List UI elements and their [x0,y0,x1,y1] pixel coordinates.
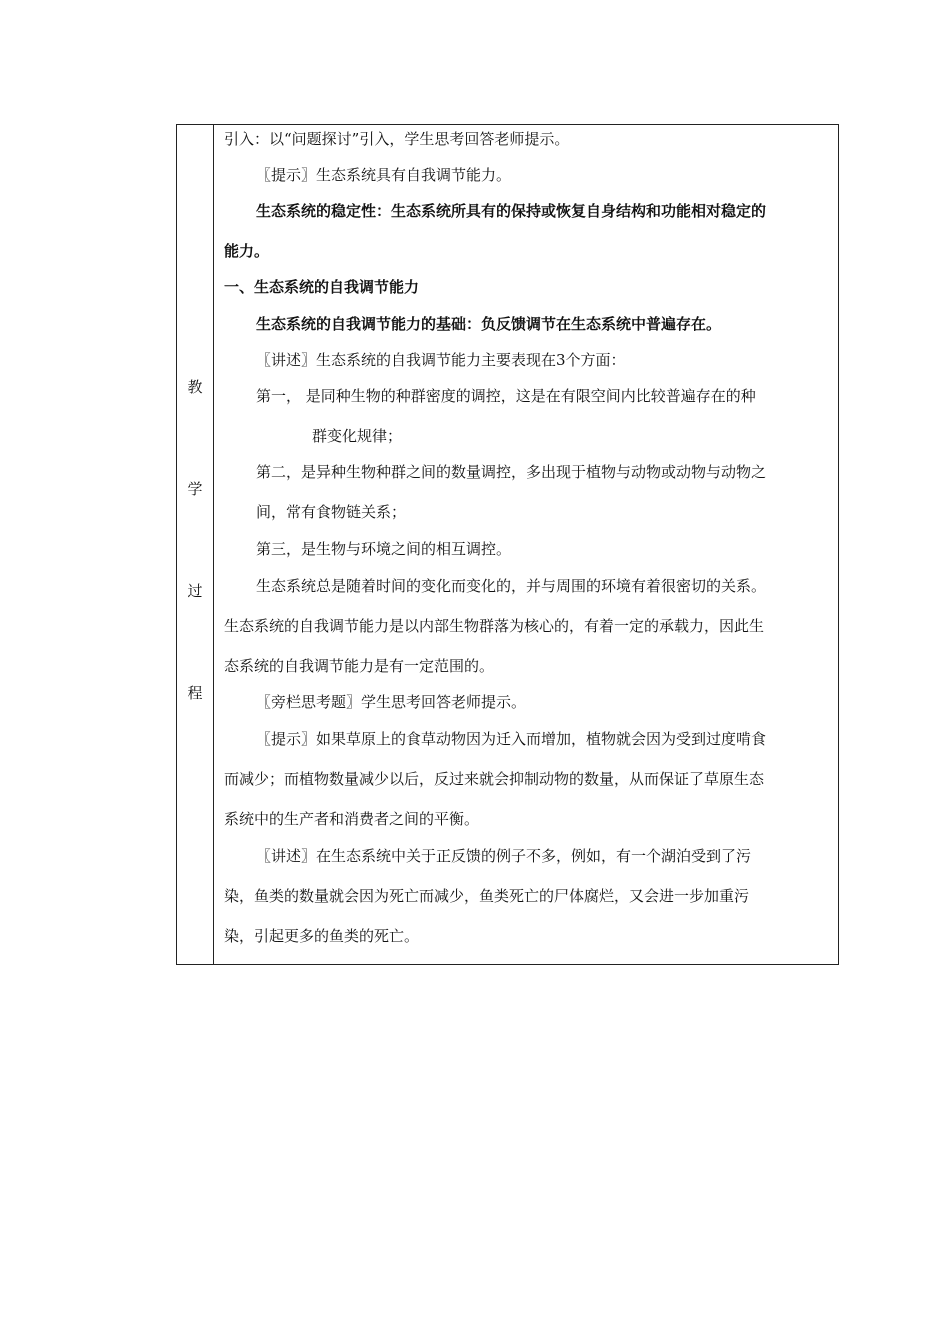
side-label-char: 教 [187,378,203,396]
lecture-paragraph-line: 〖讲述〗在生态系统中关于正反馈的例子不多，例如，有一个湖泊受到了污 [256,847,752,865]
lecture-line: 〖讲述〗生态系统的自我调节能力主要表现在3个方面： [256,351,626,369]
paragraph-line: 生态系统总是随着时间的变化而变化的，并与周围的环境有着很密切的关系。 [256,577,767,595]
side-label-column [177,125,214,964]
point-two-line-cont: 间，常有食物链关系； [256,503,407,521]
hint-paragraph-line: 而减少；而植物数量减少以后，反过来就会抑制动物的数量，从而保证了草原生态 [224,770,765,788]
paragraph-line: 态系统的自我调节能力是有一定范围的。 [224,657,495,675]
basis-line: 生态系统的自我调节能力的基础：负反馈调节在生态系统中普遍存在。 [256,315,722,333]
definition-line-cont: 能力。 [224,242,270,260]
hint-paragraph-line: 系统中的生产者和消费者之间的平衡。 [224,810,480,828]
hint-line: 〖提示〗生态系统具有自我调节能力。 [256,166,512,184]
paragraph-line: 生态系统的自我调节能力是以内部生物群落为核心的，有着一定的承载力，因此生 [224,617,765,635]
hint-paragraph-line: 〖提示〗如果草原上的食草动物因为迁入而增加，植物就会因为受到过度啃食 [256,730,767,748]
side-label-char: 程 [187,684,203,702]
lecture-paragraph-line: 染，鱼类的数量就会因为死亡而减少，鱼类死亡的尸体腐烂，又会进一步加重污 [224,887,750,905]
sidebar-question-line: 〖旁栏思考题〗学生思考回答老师提示。 [256,693,527,711]
lesson-table [176,124,839,965]
point-two-line: 第二，是异种生物种群之间的数量调控，多出现于植物与动物或动物与动物之 [256,463,767,481]
definition-line: 生态系统的稳定性：生态系统所具有的保持或恢复自身结构和功能相对稳定的 [256,202,767,220]
point-one-line-cont: 群变化规律； [312,427,403,445]
lecture-paragraph-line: 染，引起更多的鱼类的死亡。 [224,927,420,945]
side-label-char: 过 [187,582,203,600]
section-heading: 一、生态系统的自我调节能力 [224,278,420,296]
intro-line: 引入：以“问题探讨”引入，学生思考回答老师提示。 [224,130,570,148]
side-label-char: 学 [187,480,203,498]
lesson-content [214,125,838,964]
point-three-line: 第三，是生物与环境之间的相互调控。 [256,540,512,558]
point-one-line: 第一， 是同种生物的种群密度的调控，这是在有限空间内比较普遍存在的种 [256,387,756,405]
